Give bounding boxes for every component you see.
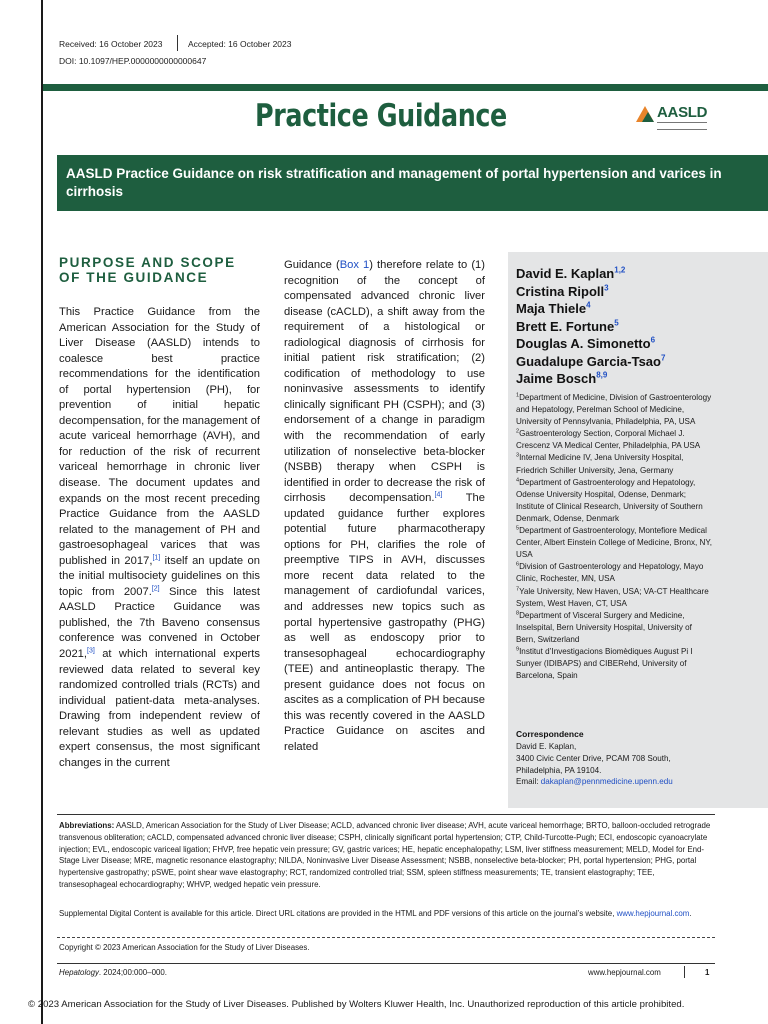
body-column-2: [284, 258, 485, 756]
author[interactable]: [516, 370, 761, 388]
affiliation-list: [516, 392, 712, 682]
affiliation-number: 6: [516, 561, 520, 568]
author[interactable]: [516, 318, 761, 336]
accepted-date: Accepted: 16 October 2023: [188, 39, 292, 49]
section-type-title: Practice Guidance: [255, 98, 507, 134]
logo-subtext-lines: [657, 122, 707, 130]
affiliation-number: 7: [516, 585, 520, 592]
body-column-1: [59, 305, 260, 771]
footer-website[interactable]: www.hepjournal.com: [588, 968, 661, 977]
journal-name: Hepatology: [59, 968, 99, 977]
affiliation: [516, 561, 712, 585]
body-text: ) therefore relate to (1) recognition of the concept of compensated advanced chronic liver disease (cACLD), a shift away from the requirement of a histological or radiological diagnosis of cirrhosis for initial patient risk stratification; (2) codification of methodology to use noninvasive assessments to identify clinically significant PH (CSPH); and (3) endorsement of a change in paradigm with the recommendation of early utilization of nonselective beta-blocker (NSBB) therapy when CSPH is identified in order to decrease the risk of cirrhosis decompensation.: [284, 259, 485, 505]
affiliation-text: Yale University, New Haven, USA; VA-CT Healthcare System, West Haven, CT, USA: [516, 586, 709, 608]
affiliation-number: 3: [516, 452, 520, 459]
logo-mark-inner-icon: [642, 112, 654, 122]
affiliation-number: 5: [516, 525, 520, 532]
author-name: Jaime Bosch: [516, 371, 597, 386]
affiliation-text: Division of Gastroenterology and Hepatology, Mayo Clinic, Rochester, MN, USA: [516, 562, 704, 584]
correspondence-line: 3400 Civic Center Drive, PCAM 708 South,: [516, 753, 671, 763]
author-name: David E. Kaplan: [516, 266, 615, 281]
meta-separator: [177, 35, 178, 51]
citation-ref[interactable]: [1]: [152, 554, 161, 562]
affiliation: [516, 646, 712, 682]
affiliation: [516, 525, 712, 561]
correspondence-heading: Correspondence: [516, 729, 584, 739]
body-text: itself an update on the initial multisociety guidelines on this topic from 2007.: [59, 554, 260, 598]
bottom-notice: © 2023 American Association for the Study of Liver Diseases. Published by Wolters Kluwer Health, Inc. Unauthorized reproduction of this article prohibited.: [28, 999, 685, 1010]
affiliation-text: Department of Visceral Surgery and Medicine, Inselspital, Bern University Hospital, University of Bern, Switzerland: [516, 610, 692, 644]
box-link[interactable]: Box 1: [339, 259, 370, 271]
affiliation-text: Internal Medicine IV, Jena University Hospital, Friedrich Schiller University, Jena, Germany: [516, 453, 684, 475]
affiliation: [516, 392, 712, 428]
citation-ref[interactable]: [4]: [434, 491, 443, 499]
citation-ref[interactable]: [3]: [87, 647, 95, 655]
affiliation-text: Department of Gastroenterology and Hepatology, Odense University Hospital, Odense, Denmark; Institute of Clinical Research, University of Southern Denmark, Odense, Denmark: [516, 477, 703, 523]
correspondence-line: David E. Kaplan,: [516, 742, 577, 751]
author-affil-ref[interactable]: 4: [586, 300, 591, 310]
author-affil-ref[interactable]: 6: [650, 335, 656, 345]
journal-link[interactable]: www.hepjournal.com: [616, 909, 690, 918]
affiliation-text: Gastroenterology Section, Corporal Michael J. Crescenz VA Medical Center, Philadelphia, PA USA: [516, 429, 701, 451]
body-text: at which international experts reviewed data related to several key randomized controlled trials (RCTs) and individual patient-data meta-analyses. Drawing from independent review of relevant studies as well as updated expert consensus, the most significant changes in the current: [59, 648, 260, 769]
affiliation: [516, 477, 712, 525]
affiliation: [516, 428, 712, 452]
author[interactable]: [516, 283, 761, 301]
body-text: Since this latest AASLD Practice Guidance was published, the 7th Baveno consensus conference was convened in October 2021,: [59, 585, 260, 661]
left-margin-line: [41, 0, 43, 1024]
affiliation-number: 9: [516, 646, 520, 653]
correspondence-block: [516, 741, 756, 788]
author[interactable]: [516, 353, 761, 371]
affiliation-text: Department of Gastroenterology, Montefiore Medical Center, Albert Einstein College of Medicine, Bronx, NY, USA: [516, 526, 713, 560]
author-name: Brett E. Fortune: [516, 318, 615, 334]
affiliation: [516, 452, 712, 476]
section-heading: PURPOSE AND SCOPE OF THE GUIDANCE: [59, 255, 236, 285]
copyright-line: Copyright © 2023 American Association for the Study of Liver Diseases.: [59, 943, 310, 952]
author-name: Guadalupe Garcia-Tsao: [516, 353, 661, 369]
author-name: Douglas A. Simonetto: [516, 336, 651, 351]
header-rule: [43, 84, 768, 91]
author-affil-ref[interactable]: 7: [660, 353, 666, 363]
affiliation-text: Institut d’Investigacions Biomèdiques August Pi I Sunyer (IDIBAPS) and CIBERehd, University of Barcelona, Spain: [516, 646, 693, 681]
footer-rule: [57, 963, 715, 964]
author-name: Cristina Ripoll: [516, 283, 605, 299]
affiliation-number: 8: [516, 610, 520, 616]
page-number: 1: [705, 968, 710, 977]
citation-ref[interactable]: [2]: [151, 585, 160, 593]
author-affil-ref[interactable]: 8,9: [596, 370, 608, 380]
body-paragraph: [284, 258, 485, 756]
correspondence-line: Philadelphia, PA 19104.: [516, 765, 602, 775]
email-line: [516, 776, 756, 788]
doi: DOI: 10.1097/HEP.0000000000000647: [59, 56, 207, 66]
abbrev-rule: [57, 814, 715, 815]
author-list: [516, 265, 761, 388]
author[interactable]: [516, 300, 761, 318]
logo-text: AASLD: [657, 104, 708, 121]
abbreviations-text: AASLD, American Association for the Study of Liver Disease; ACLD, advanced chronic liver disease; AVH, acute variceal hemorrhage; BRTO, balloon-occluded retrograde transvenous obliteration; cACLD, compensated advanced chronic liver disease; CSPH, clinically significant portal hypertension; CTP, Child-Turcotte-Pugh; ECI, endoscopic cyanoacrylate injection; EVL, endoscopic variceal ligation; FHVP, free hepatic vein pressure; GV, gastric varices; HE, hepatic encephalopathy; LSM, liver stiffness measurement; MELD, Model for End-Stage Liver Disease; MRE, magnetic resonance elastography; NILDA, Noninvasive Liver Disease Assessment; NSBB, nonselective beta-blocker; PH, portal hypertension; PHG, portal hypertensive gastropathy; pSWE, point shear wave elastography; RCT, randomized controlled trial; SSM, spleen stiffness measurements; TE, transient elastography; TEE, transesophageal echocardiography; WHVP, wedged hepatic vein pressure.: [59, 821, 711, 889]
author-name: Maja Thiele: [516, 301, 587, 316]
supplemental-note: [59, 908, 715, 920]
journal-citation: [59, 968, 167, 977]
dashed-divider: [57, 937, 715, 938]
body-text: The updated guidance further explores potential future pharmacotherapy options for PH, clarifies the role of preemptive TIPS in AVH, discusses more recent data related to the management of cardiofundal varices, and addresses new topics such as portal hypertensive gastropathy (PHG) as well as endoscopy prior to transesophageal echocardiography (TEE) and antineoplastic therapy. The present guidance does not focus on ascites as a complication of PH because this was recently covered in the AASLD Practice Guidance on ascites and related: [284, 492, 486, 753]
affiliation-number: 2: [516, 428, 520, 435]
email-label: Email:: [516, 777, 541, 787]
page-separator: [684, 966, 685, 978]
abbreviations: [59, 820, 715, 891]
body-text: Guidance (: [284, 259, 340, 271]
affiliation-text: Department of Medicine, Division of Gastroenterology and Hepatology, Perelman School of Medicine, University of Pennsylvania, Philadelphia, PA, USA: [516, 393, 712, 427]
author[interactable]: [516, 335, 761, 353]
body-text: This Practice Guidance from the American Association for the Study of Liver Disease (AASLD) intends to coalesce best practice recommendations for the identification of portal hypertension (PH), for prevention of initial hepatic decompensation, for the management of acute variceal hemorrhage (AVH), and for reduction of the risk of recurrent variceal hemorrhage in chronic liver disease. The document updates and expands on the most recent preceding Practice Guidance from the AASLD related to the management of PH and gastroesophageal varices that was published in 2017,: [59, 306, 260, 567]
article-title: AASLD Practice Guidance on risk stratification and management of portal hypertension and varices in cirrhosis: [57, 155, 768, 211]
author-affil-ref[interactable]: 3: [604, 283, 609, 293]
author-affil-ref[interactable]: 5: [614, 318, 619, 328]
supplemental-end: .: [689, 909, 692, 918]
affiliation-number: 4: [516, 476, 520, 483]
supplemental-text: Supplemental Digital Content is available for this article. Direct URL citations are provided in the HTML and PDF versions of this article on the journal’s website,: [59, 909, 617, 918]
received-date: Received: 16 October 2023: [59, 39, 163, 49]
abbreviations-label: Abbreviations:: [59, 821, 115, 830]
author[interactable]: [516, 265, 761, 283]
affiliation-number: 1: [516, 392, 520, 399]
citation: . 2024;00:000–000.: [98, 968, 167, 977]
body-paragraph: [59, 305, 260, 771]
aasld-logo: [636, 104, 716, 134]
author-affil-ref[interactable]: 1,2: [614, 265, 626, 275]
affiliation: [516, 610, 712, 646]
affiliation: [516, 586, 712, 610]
email-link[interactable]: dakaplan@pennmedicine.upenn.edu: [540, 777, 673, 787]
